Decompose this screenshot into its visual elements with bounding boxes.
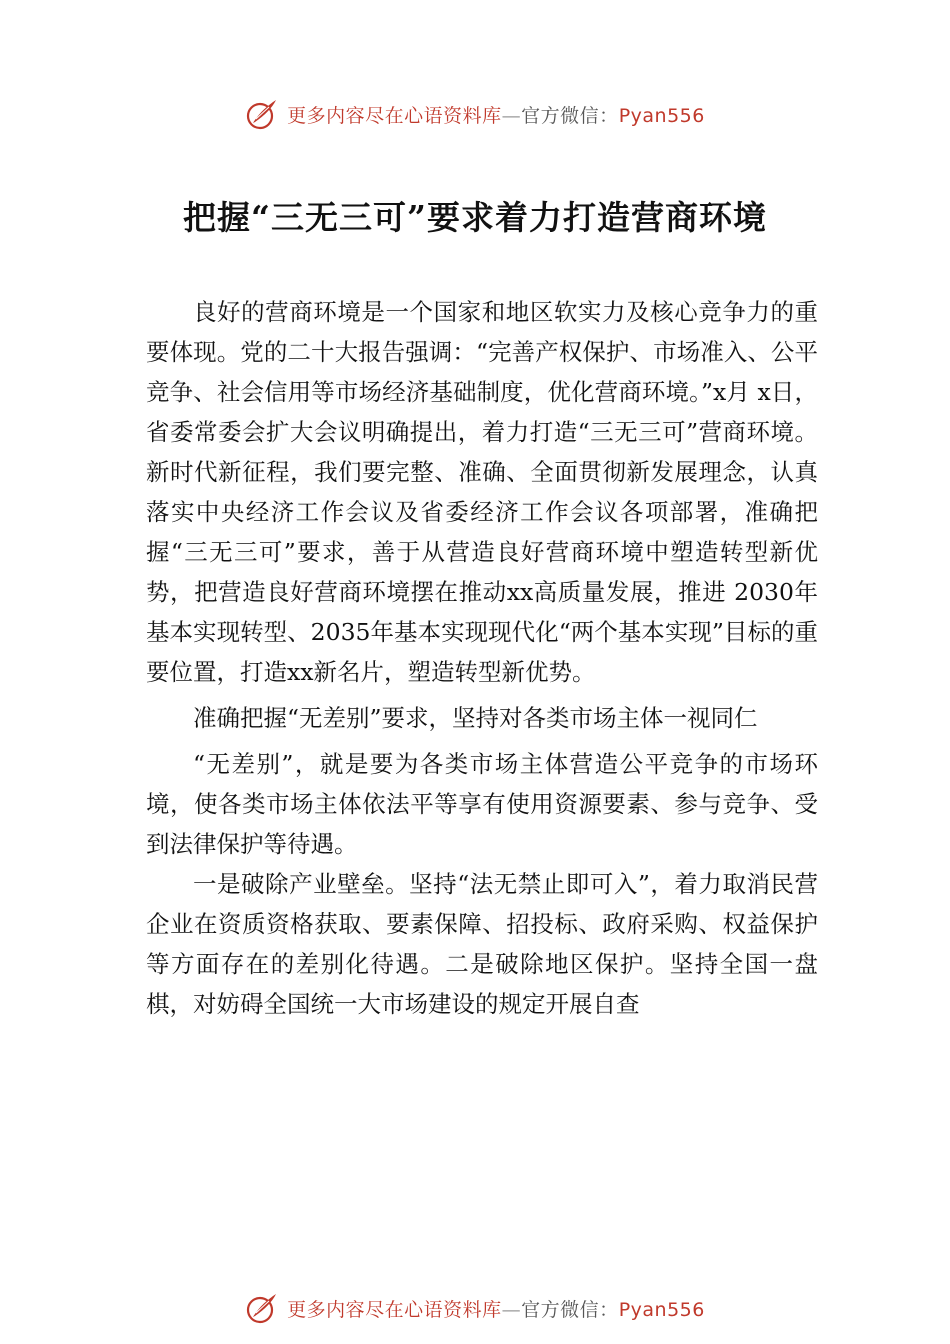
banner-wechat-id: Pyan556 — [618, 104, 705, 127]
banner-wechat-label: 官方微信： — [521, 1298, 619, 1321]
banner-wechat-label: 官方微信： — [521, 104, 619, 127]
banner-brand: 更多内容尽在心语资料库 — [287, 1298, 502, 1321]
paragraph-definition: “无差别”，就是要为各类市场主体营造公平竞争的市场环境，使各类市场主体依法平等享有使用资源要素、参与竞争、受到法律保护等待遇。 — [146, 750, 818, 858]
banner-dash: — — [501, 104, 522, 127]
section-heading: 准确把握“无差别”要求，坚持对各类市场主体一视同仁 — [193, 704, 758, 732]
paragraph-measures: 一是破除产业壁垒。坚持“法无禁止即可入”，着力取消民营企业在资质资格获取、要素保障、招投标、政府采购、权益保护等方面存在的差别化待遇。二是破除地区保护。坚持全国一盘棋，对妨碍全国统一大市场建设的规定开展自查 — [146, 870, 818, 1018]
banner-brand: 更多内容尽在心语资料库 — [287, 104, 502, 127]
footer-banner — [0, 1288, 950, 1328]
header-banner — [0, 94, 950, 134]
document-title: 把握“三无三可”要求着力打造营商环境 — [183, 198, 767, 237]
quill-logo-icon — [245, 97, 279, 131]
banner-wechat-id: Pyan556 — [618, 1298, 705, 1321]
document-body — [146, 292, 818, 1024]
quill-logo-icon — [245, 1291, 279, 1325]
paragraph-intro: 良好的营商环境是一个国家和地区软实力及核心竞争力的重要体现。党的二十大报告强调：“完善产权保护、市场准入、公平竞争、社会信用等市场经济基础制度，优化营商环境。”x月 x日，省委常委会扩大会议明确提出，着力打造“三无三可”营商环境。新时代新征程，我们要完整、准确、全面贯彻新发展理念，认真落实中央经济工作会议及省委经济工作会议各项部署，准确把握“三无三可”要求，善于从营造良好营商环境中塑造转型新优势，把营造良好营商环境摆在推动xx高质量发展，推进 2030年基本实现转型、2035年基本实现现代化“两个基本实现”目标的重要位置，打造xx新名片，塑造转型新优势。 — [146, 298, 818, 686]
banner-dash: — — [501, 1298, 522, 1321]
banner-text — [287, 101, 705, 128]
banner-text — [287, 1295, 705, 1322]
